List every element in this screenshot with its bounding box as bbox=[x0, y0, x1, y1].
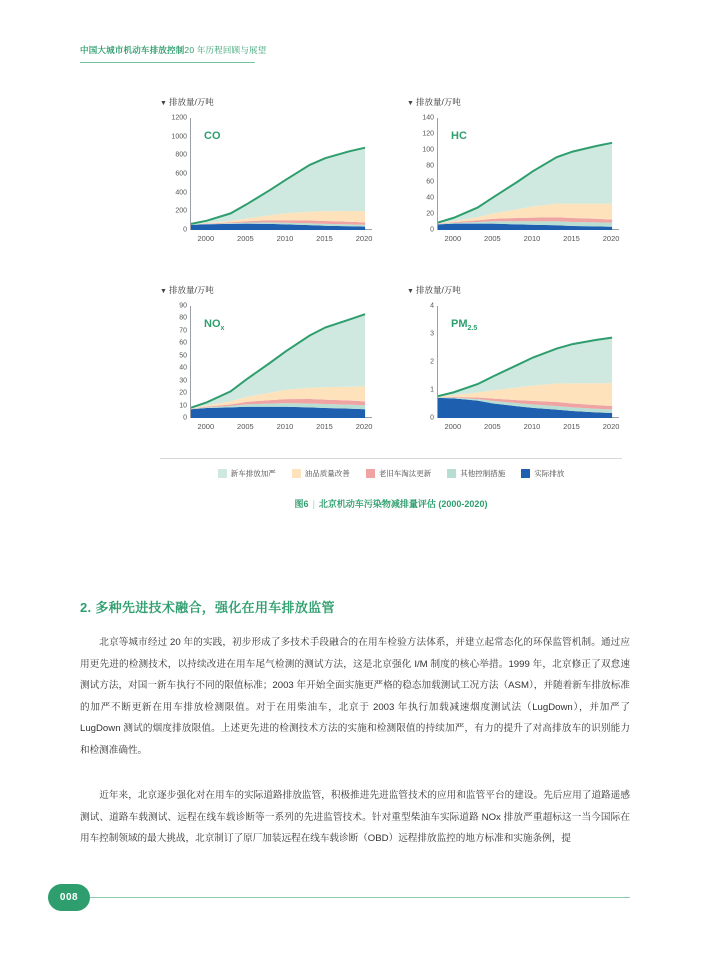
chart-pm25-y-tick: 0 bbox=[430, 414, 434, 422]
legend-swatch-icon bbox=[218, 469, 227, 478]
chart-nox-y-tick: 60 bbox=[179, 339, 187, 347]
chart-nox-x-tick: 2005 bbox=[237, 422, 254, 431]
chart-co-x-axis bbox=[190, 234, 372, 246]
legend-swatch-icon bbox=[292, 469, 301, 478]
chart-hc-y-tick: 100 bbox=[422, 146, 434, 154]
chart-co-y-tick: 800 bbox=[175, 151, 187, 159]
legend-swatch-icon bbox=[447, 469, 456, 478]
triangle-icon: ▼ bbox=[160, 100, 167, 107]
chart-nox-x-tick: 2000 bbox=[197, 422, 215, 431]
footer-divider bbox=[68, 897, 630, 898]
chart-nox-y-tick: 10 bbox=[179, 402, 187, 410]
chart-pm25-x-tick: 2000 bbox=[444, 422, 462, 431]
chart-co-x-tick: 2020 bbox=[355, 234, 373, 243]
legend-item bbox=[218, 468, 276, 479]
chart-nox-x-tick: 2010 bbox=[276, 422, 294, 431]
legend-item bbox=[366, 468, 432, 479]
chart-co-plot bbox=[160, 112, 375, 254]
chart-hc-x-tick: 2000 bbox=[444, 234, 462, 243]
chart-pm25-x-tick: 2020 bbox=[602, 422, 620, 431]
chart-nox-plot bbox=[160, 300, 375, 442]
legend-label: 实际排放 bbox=[534, 469, 565, 478]
chart-hc-y-tick: 80 bbox=[426, 162, 434, 170]
chart-pm25-x-tick: 2010 bbox=[523, 422, 541, 431]
charts-grid bbox=[160, 96, 622, 442]
chart-co-x-tick: 2015 bbox=[316, 234, 333, 243]
chart-pm25-y-tick: 2 bbox=[430, 358, 434, 366]
chart-hc-y-tick: 0 bbox=[430, 226, 434, 234]
chart-nox-x-tick: 2020 bbox=[355, 422, 373, 431]
legend-swatch-icon bbox=[366, 469, 375, 478]
chart-co-x-tick: 2000 bbox=[197, 234, 215, 243]
paragraph-1 bbox=[80, 632, 630, 761]
chart-hc-x-tick: 2010 bbox=[523, 234, 541, 243]
chart-pm25-y-axis bbox=[407, 300, 434, 422]
chart-hc-x-axis bbox=[437, 234, 619, 246]
chart-pm25-y-tick: 1 bbox=[430, 386, 434, 394]
chart-hc-x-tick: 2015 bbox=[563, 234, 580, 243]
paragraph-2-text: 近年来，北京逐步强化对在用车的实际道路排放监管，积极推进先进监管技术的应用和监管平台的建设。先后应用了道路遥感测试、道路车载测试、远程在线车载诊断等一系列的先进监管技术。针对重型柴油车实际道路 NOx 排放严重超标这一当今国际在用车控制领域的最大挑战，北京制订了原厂加装远程在线车载诊断（OBD）远程排放监控的地方标准和实施条例，提 bbox=[80, 790, 630, 844]
chart-nox bbox=[160, 284, 375, 442]
figure-caption bbox=[160, 497, 622, 510]
chart-co bbox=[160, 96, 375, 254]
chart-hc-axis-title: ▼ 排放量/万吨 bbox=[407, 97, 461, 107]
chart-pm25-x-tick: 2005 bbox=[484, 422, 501, 431]
figure-legend bbox=[160, 458, 622, 479]
chart-hc-x-tick: 2020 bbox=[602, 234, 620, 243]
chart-co-x-tick: 2005 bbox=[237, 234, 254, 243]
chart-hc bbox=[407, 96, 622, 254]
chart-hc-y-tick: 120 bbox=[422, 130, 434, 138]
chart-pm25-x-tick: 2015 bbox=[563, 422, 580, 431]
chart-nox-y-tick: 90 bbox=[179, 302, 187, 310]
chart-nox-series-label: $NO_x$ bbox=[204, 318, 225, 333]
chart-hc-y-tick: 60 bbox=[426, 178, 434, 186]
chart-pm25-y-tick: 4 bbox=[430, 302, 434, 310]
triangle-icon: ▼ bbox=[160, 288, 167, 295]
chart-co-y-tick: 1200 bbox=[171, 114, 187, 122]
legend-label: 其他控制措施 bbox=[460, 469, 506, 478]
chart-pm25-y-tick: 3 bbox=[430, 330, 434, 338]
chart-pm25-plot bbox=[407, 300, 622, 442]
header-divider bbox=[80, 62, 255, 63]
chart-co-y-axis bbox=[160, 112, 187, 234]
chart-nox-axis-title: ▼ 排放量/万吨 bbox=[160, 285, 214, 295]
legend-item bbox=[292, 468, 350, 479]
chart-co-y-tick: 1000 bbox=[171, 133, 187, 141]
chart-nox-y-tick: 40 bbox=[179, 364, 187, 372]
section-heading: 2. 多种先进技术融合，强化在用车排放监管 bbox=[80, 600, 335, 615]
figure-caption-bar: | bbox=[312, 499, 315, 509]
chart-hc-x-tick: 2005 bbox=[484, 234, 501, 243]
header-title-bold: 中国大城市机动车排放控制 bbox=[80, 45, 185, 55]
triangle-icon: ▼ bbox=[407, 288, 414, 295]
chart-hc-y-tick: 140 bbox=[422, 114, 434, 122]
page-number-badge: 008 bbox=[48, 884, 90, 911]
figure-caption-label: 图6 bbox=[294, 499, 309, 509]
chart-pm25 bbox=[407, 284, 622, 442]
paragraph-2 bbox=[80, 785, 630, 850]
chart-nox-y-tick: 30 bbox=[179, 377, 187, 385]
chart-co-y-tick: 200 bbox=[175, 207, 187, 215]
triangle-icon: ▼ bbox=[407, 100, 414, 107]
chart-hc-y-tick: 20 bbox=[426, 210, 434, 218]
chart-nox-y-tick: 0 bbox=[183, 414, 187, 422]
legend-label: 油品质量改善 bbox=[304, 469, 350, 478]
legend-item bbox=[447, 468, 505, 479]
chart-pm25-x-axis bbox=[437, 422, 619, 434]
chart-co-x-tick: 2010 bbox=[276, 234, 294, 243]
legend-item bbox=[521, 468, 564, 479]
chart-co-y-tick: 600 bbox=[175, 170, 187, 178]
running-header bbox=[80, 44, 630, 56]
legend-label: 新车排放加严 bbox=[230, 469, 276, 478]
chart-nox-y-tick: 70 bbox=[179, 327, 187, 335]
chart-co-y-tick: 400 bbox=[175, 189, 187, 197]
chart-hc-y-tick: 40 bbox=[426, 194, 434, 202]
legend-label: 老旧车淘汰更新 bbox=[378, 469, 432, 478]
chart-hc-plot bbox=[407, 112, 622, 254]
chart-nox-y-tick: 20 bbox=[179, 389, 187, 397]
header-title-light: 20 年历程回顾与展望 bbox=[184, 45, 267, 55]
chart-nox-y-tick: 50 bbox=[179, 352, 187, 360]
chart-nox-y-tick: 80 bbox=[179, 314, 187, 322]
chart-co-axis-title: ▼ 排放量/万吨 bbox=[160, 97, 214, 107]
chart-hc-y-axis bbox=[407, 112, 434, 234]
paragraph-1-text: 北京等城市经过 20 年的实践，初步形成了多技术手段融合的在用车检验方法体系，并建立起常态化的环保监管机制。通过应用更先进的检测技术，以持续改进在用车尾气检测的测试方法，这是北京强化 I/M 制度的核心举措。1999 年，北京修正了双怠速测试方法，对国一新车执行不同的限值标准；2003 年开始全面实施更严格的稳态加载测试工况方法（ASM），并随着新车排放标准的加严不断更新在用车排放检测限值。对于在用柴油车，北京于 2003 年执行加载减速烟度测试法（LugDown），并加严了 LugDown 测试的烟度排放限值。上述更先进的检测技术方法的实施和检测限值的持续加严，有力的提升了对高排放车的识别能力和检测准确性。 bbox=[80, 637, 630, 756]
chart-co-series-label: CO bbox=[204, 130, 221, 142]
legend-swatch-icon bbox=[521, 469, 530, 478]
chart-nox-area-0 bbox=[191, 407, 365, 418]
chart-pm25-axis-title: ▼ 排放量/万吨 bbox=[407, 285, 461, 295]
chart-pm25-series-label: $PM_{2.5}$ bbox=[451, 318, 478, 333]
chart-co-y-tick: 0 bbox=[183, 226, 187, 234]
figure-caption-text: 北京机动车污染物减排量评估 (2000-2020) bbox=[318, 499, 488, 509]
chart-nox-x-tick: 2015 bbox=[316, 422, 333, 431]
chart-hc-series-label: HC bbox=[451, 130, 467, 142]
figure-block bbox=[160, 96, 622, 510]
chart-nox-y-axis bbox=[160, 300, 187, 422]
chart-nox-x-axis bbox=[190, 422, 372, 434]
